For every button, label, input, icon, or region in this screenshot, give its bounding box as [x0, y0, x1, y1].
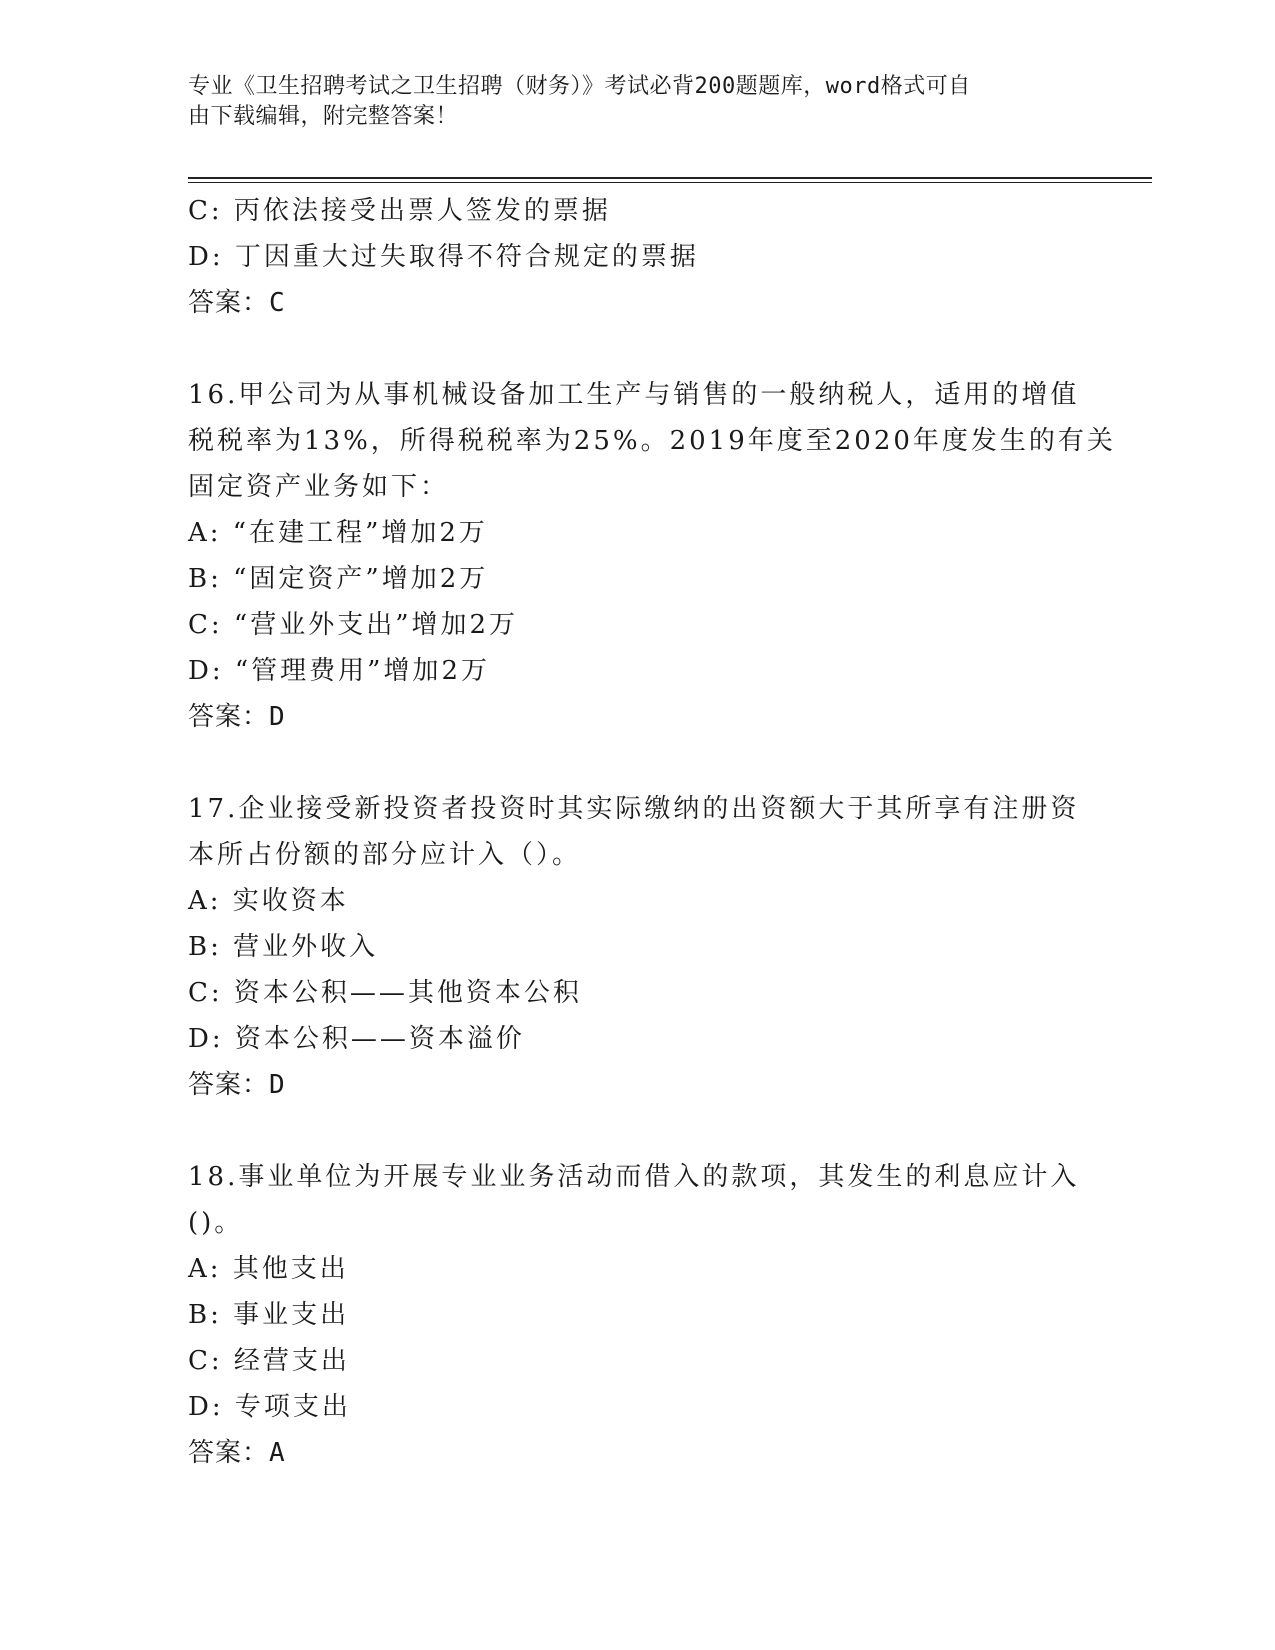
answer-line [188, 694, 1088, 740]
option-b: B: 事业支出 [188, 1300, 350, 1330]
header-divider-thick [188, 177, 1152, 179]
header-line-2: 由下载编辑，附完整答案！ [188, 104, 459, 129]
answer-value: D [269, 702, 286, 732]
answer-value: D [269, 1070, 286, 1100]
option-c: C: 资本公积——其他资本公积 [188, 978, 582, 1008]
question-line-2: ()。 [188, 1208, 244, 1238]
option-c: C: “营业外支出”增加2万 [188, 610, 519, 640]
question-18 [188, 1154, 1088, 1476]
answer-value: C [269, 288, 286, 318]
option-b: B: “固定资产”增加2万 [188, 564, 489, 594]
option-c: C: 经营支出 [188, 1346, 350, 1376]
answer-line [188, 1062, 1088, 1108]
question-line-1: 18.事业单位为开展专业业务活动而借入的款项，其发生的利息应计入 [188, 1162, 1080, 1192]
option-c: C: 丙依法接受出票人签发的票据 [188, 196, 611, 226]
option-b: B: 营业外收入 [188, 932, 379, 962]
question-line-2: 本所占份额的部分应计入（）。 [188, 840, 582, 870]
question-16 [188, 372, 1116, 740]
question-text [188, 372, 1116, 510]
option-d: D: “管理费用”增加2万 [188, 656, 490, 686]
answer-value: A [269, 1438, 286, 1468]
question-15-tail [188, 188, 1088, 326]
header-divider-thin [188, 182, 1152, 183]
answer-label: 答案： [188, 1070, 270, 1100]
spacer [188, 1108, 1088, 1154]
document-body [188, 188, 1116, 1476]
option-d: D: 专项支出 [188, 1392, 351, 1422]
question-17 [188, 786, 1088, 1108]
answer-label: 答案： [188, 702, 270, 732]
option-a: A: 其他支出 [188, 1254, 349, 1284]
option-a: A: “在建工程”增加2万 [188, 518, 488, 548]
document-header [188, 72, 1078, 132]
question-line-2: 税税率为13%，所得税税率为25%。2019年度至2020年度发生的有关 [188, 426, 1116, 456]
answer-line [188, 280, 1088, 326]
question-line-1: 16.甲公司为从事机械设备加工生产与销售的一般纳税人，适用的增值 [188, 380, 1080, 410]
option-d: D: 丁因重大过失取得不符合规定的票据 [188, 242, 699, 272]
question-line-1: 17.企业接受新投资者投资时其实际缴纳的出资额大于其所享有注册资 [188, 794, 1080, 824]
answer-label: 答案： [188, 288, 270, 318]
option-a: A: 实收资本 [188, 886, 349, 916]
question-text [188, 1154, 1088, 1246]
question-line-3: 固定资产业务如下： [188, 472, 450, 502]
answer-line [188, 1430, 1088, 1476]
spacer [188, 740, 1088, 786]
header-line-1: 专业《卫生招聘考试之卫生招聘（财务）》考试必背200题题库，word格式可自 [188, 74, 971, 99]
spacer [188, 326, 1088, 372]
question-text [188, 786, 1088, 878]
option-d: D: 资本公积——资本溢价 [188, 1024, 525, 1054]
answer-label: 答案： [188, 1438, 270, 1468]
